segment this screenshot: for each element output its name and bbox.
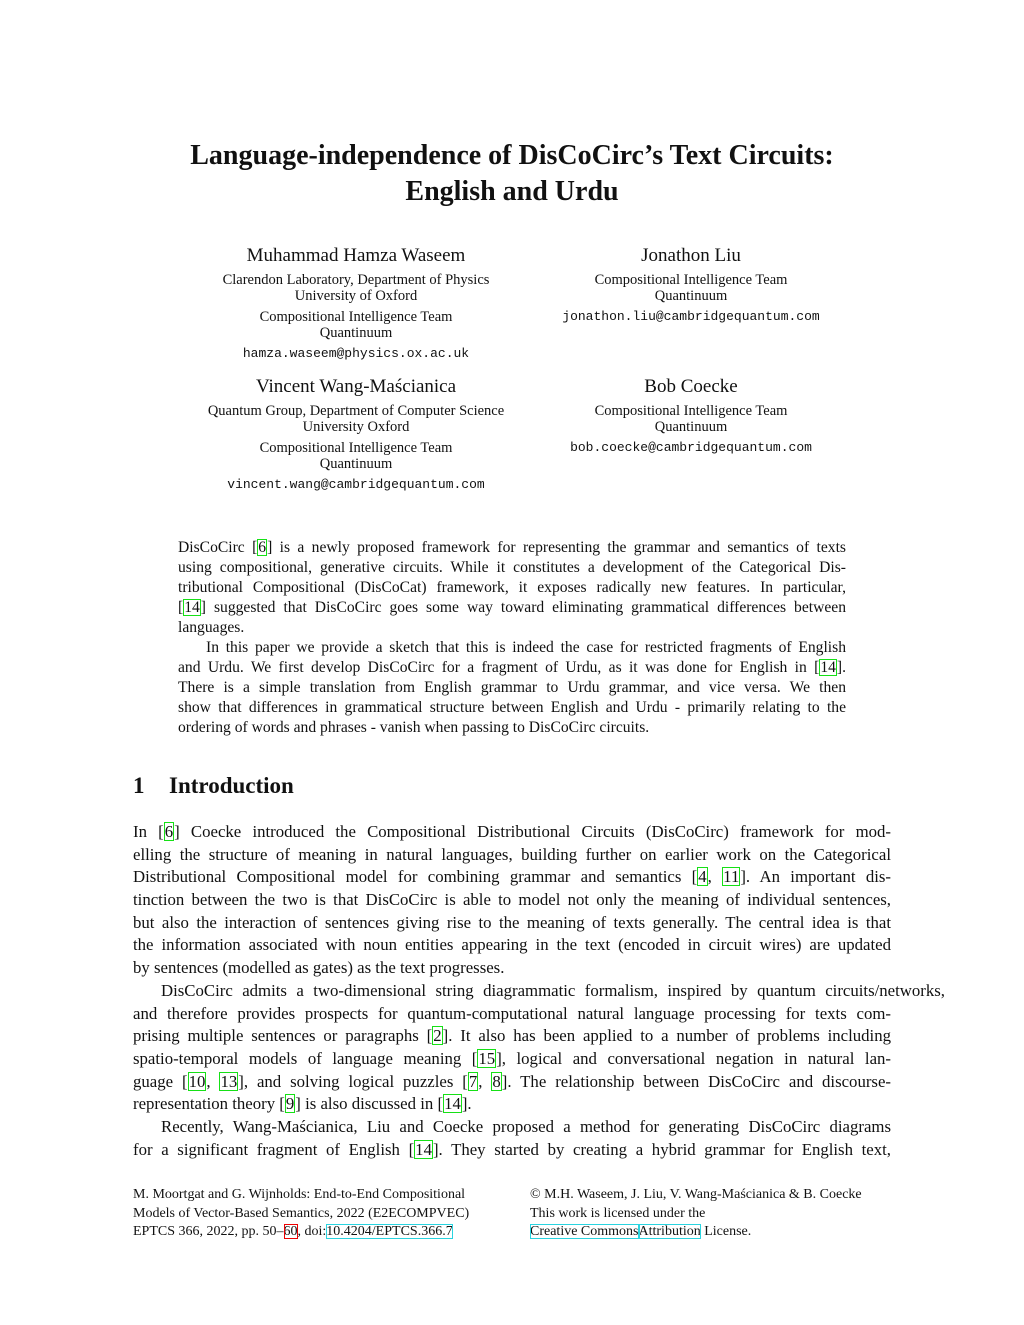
text-run: ]. The relationship between DisCoCirc and discourse- — [501, 1071, 891, 1091]
author-block — [166, 244, 546, 362]
text-run: but also the interaction of sentences giving rise to the meaning of texts generally. The central idea is that — [133, 912, 891, 932]
text-line — [133, 1025, 891, 1048]
text-line — [178, 678, 846, 698]
paper-title-line1: Language-independence of DisCoCirc’s Text Circuits: — [190, 140, 834, 171]
text-run: for a significant fragment of English [ — [133, 1139, 415, 1159]
text-run: Recently, Wang-Maścianica, Liu and Coecke proposed a method for generating DisCoCirc diagrams — [161, 1116, 891, 1136]
text-line — [133, 934, 891, 957]
text-line — [133, 866, 891, 889]
author-affiliation: Clarendon Laboratory, Department of Physics — [222, 272, 490, 288]
text-run: ]. They started by creating a hybrid grammar for English text, — [432, 1139, 891, 1159]
license-suffix: License. — [700, 1224, 752, 1239]
author-name: Bob Coecke — [644, 376, 738, 397]
text-line — [178, 618, 846, 638]
author-affiliation: Compositional Intelligence Team — [594, 403, 788, 419]
text-run: In [ — [133, 822, 164, 841]
text-line — [133, 889, 891, 912]
citation-link[interactable]: 2 — [433, 1026, 442, 1046]
text-line — [178, 598, 846, 618]
author-name: Muhammad Hamza Waseem — [246, 245, 466, 266]
author-affiliation: Compositional Intelligence Team — [594, 272, 788, 288]
text-run: ], logical and conversational negation in natural lan- — [496, 1048, 891, 1068]
author-email[interactable]: jonathon.liu@cambridgequantum.com — [562, 309, 820, 324]
text-line — [133, 1116, 891, 1139]
section-number: 1 — [133, 773, 145, 798]
author-affiliation: Quantinuum — [654, 419, 728, 435]
citation-link[interactable]: 14 — [820, 659, 836, 676]
text-run: prising multiple sentences or paragraphs [ — [133, 1026, 433, 1046]
text-line — [133, 912, 891, 935]
section-title: Introduction — [169, 773, 294, 798]
text-run: ]. It also has been applied to a number of problems including — [442, 1026, 891, 1046]
text-run: the information associated with noun entities appearing in the text (encoded in circuit wires) are updated — [133, 935, 891, 955]
text-line — [133, 1139, 891, 1162]
last-page-link[interactable]: 60 — [283, 1224, 298, 1239]
text-run: elling the structure of meaning in natural languages, building further on earlier work on the Categorical — [133, 844, 891, 864]
author-email[interactable]: hamza.waseem@physics.ox.ac.uk — [242, 346, 470, 361]
footer-venue-line3 — [133, 1223, 469, 1242]
author-affiliation: Quantinuum — [319, 456, 393, 472]
text-run: , — [478, 1071, 492, 1091]
text-run: ]. An important dis- — [740, 867, 892, 887]
text-run: representation theory [ — [133, 1094, 285, 1114]
text-line — [178, 578, 846, 598]
text-run: DisCoCirc [ — [178, 539, 258, 556]
author-email[interactable]: bob.coecke@cambridgequantum.com — [570, 440, 812, 455]
text-line — [178, 718, 846, 738]
text-run: [ — [178, 599, 184, 616]
citation-link[interactable]: 4 — [698, 867, 707, 887]
text-run: by sentences (modelled as gates) as the text progresses. — [133, 958, 505, 978]
attribution-link[interactable]: Attribution — [638, 1224, 701, 1239]
footer-right — [530, 1186, 862, 1242]
text-line — [133, 1003, 891, 1026]
citation-link[interactable]: 15 — [478, 1048, 496, 1068]
text-line — [178, 658, 846, 678]
text-run: , — [206, 1071, 220, 1091]
text-line — [178, 698, 846, 718]
text-line — [133, 980, 945, 1003]
author-affiliation: Quantinuum — [319, 325, 393, 341]
text-run: show that differences in grammatical structure between English and Urdu - primarily relating to the — [178, 699, 846, 716]
text-line — [133, 957, 891, 980]
citation-link[interactable]: 13 — [220, 1071, 238, 1091]
text-run: ]. — [461, 1094, 472, 1114]
text-line — [133, 1048, 891, 1071]
citation-link[interactable]: 10 — [188, 1071, 206, 1091]
text-line — [133, 821, 891, 844]
citation-link[interactable]: 7 — [468, 1071, 478, 1091]
text-run: and therefore provides prospects for quantum-computational natural language processing for texts com- — [133, 1003, 891, 1023]
text-run: languages. — [178, 619, 245, 636]
footer-left — [133, 1186, 469, 1242]
text-run: ] is a newly proposed framework for representing the grammar and semantics of texts — [267, 539, 846, 556]
section-heading — [133, 773, 294, 799]
text-run: In this paper we provide a sketch that this is indeed the case for restricted fragments of English — [206, 639, 846, 656]
footer-pages: EPTCS 366, 2022, pp. 50– — [133, 1224, 284, 1239]
text-line — [178, 638, 846, 658]
citation-link[interactable]: 6 — [164, 822, 174, 841]
footer-venue-line2: Models of Vector-Based Semantics, 2022 (E2ECOMPVEC) — [133, 1205, 470, 1221]
text-line — [178, 558, 846, 578]
text-run: ] suggested that DisCoCirc goes some way toward eliminating grammatical differences between — [200, 599, 846, 616]
author-name: Jonathon Liu — [641, 245, 741, 266]
author-affiliation: Compositional Intelligence Team — [259, 440, 453, 456]
copyright-line: © M.H. Waseem, J. Liu, V. Wang-Maścianica & B. Coecke — [530, 1187, 862, 1202]
text-run: ] is also discussed in [ — [295, 1094, 444, 1114]
author-affiliation: University of Oxford — [294, 288, 418, 304]
citation-link[interactable]: 9 — [285, 1094, 295, 1114]
author-block — [166, 375, 546, 493]
text-run: ordering of words and phrases - vanish when passing to DisCoCirc circuits. — [178, 719, 650, 736]
text-line — [133, 844, 891, 867]
citation-link[interactable]: 11 — [723, 867, 740, 887]
author-affiliation: Quantinuum — [654, 288, 728, 304]
citation-link[interactable]: 14 — [184, 599, 200, 616]
text-run: DisCoCirc admits a two-dimensional string diagrammatic formalism, inspired by quantum circuits/networks, — [161, 980, 945, 1000]
text-line — [133, 1093, 891, 1116]
text-run: ]. — [836, 659, 846, 676]
creative-commons-link[interactable]: Creative Commons — [530, 1224, 639, 1239]
text-run: ] Coecke introduced the Compositional Distributional Circuits (DisCoCirc) framework for mod- — [174, 822, 891, 841]
author-affiliation: Quantum Group, Department of Computer Science — [207, 403, 505, 419]
citation-link[interactable]: 14 — [444, 1094, 461, 1114]
text-run: and Urdu. We first develop DisCoCirc for a fragment of Urdu, as it was done for English in [ — [178, 659, 820, 676]
text-run: Distributional Compositional model for combining grammar and semantics [ — [133, 867, 698, 887]
text-run: tributional Compositional (DisCoCat) framework, it exposes radically new features. In particular, — [178, 579, 846, 596]
text-run: tinction between the two is that DisCoCirc is able to model not only the meaning of individual sentences, — [133, 890, 891, 910]
abstract — [178, 538, 846, 738]
citation-link[interactable]: 8 — [492, 1071, 501, 1091]
author-affiliation: Compositional Intelligence Team — [259, 309, 453, 325]
citation-link[interactable]: 6 — [258, 539, 267, 556]
license-links — [530, 1223, 862, 1242]
text-run: ], and solving logical puzzles [ — [238, 1071, 468, 1091]
doi-link[interactable]: 10.4204/EPTCS.366.7 — [326, 1224, 453, 1239]
text-run: There is a simple translation from English grammar to Urdu grammar, and vice versa. We then — [178, 679, 846, 696]
author-block — [501, 244, 881, 325]
text-line — [133, 1071, 891, 1094]
author-block — [501, 375, 881, 456]
text-run: using compositional, generative circuits. While it constitutes a development of the Categorical Dis- — [178, 559, 846, 576]
author-affiliation: University Oxford — [302, 419, 410, 435]
text-run: , — [707, 867, 723, 887]
footer-venue-line1: M. Moortgat and G. Wijnholds: End-to-End Compositional — [133, 1187, 466, 1202]
text-run: guage [ — [133, 1071, 188, 1091]
paper-title-line2: English and Urdu — [405, 176, 619, 207]
doi-label: , doi: — [297, 1224, 327, 1239]
citation-link[interactable]: 14 — [415, 1139, 432, 1159]
text-line — [178, 538, 846, 558]
text-run: spatio-temporal models of language meaning [ — [133, 1048, 478, 1068]
introduction-body — [133, 821, 945, 1161]
author-email[interactable]: vincent.wang@cambridgequantum.com — [227, 477, 485, 492]
author-name: Vincent Wang-Maścianica — [255, 376, 457, 397]
license-line: This work is licensed under the — [530, 1205, 706, 1221]
